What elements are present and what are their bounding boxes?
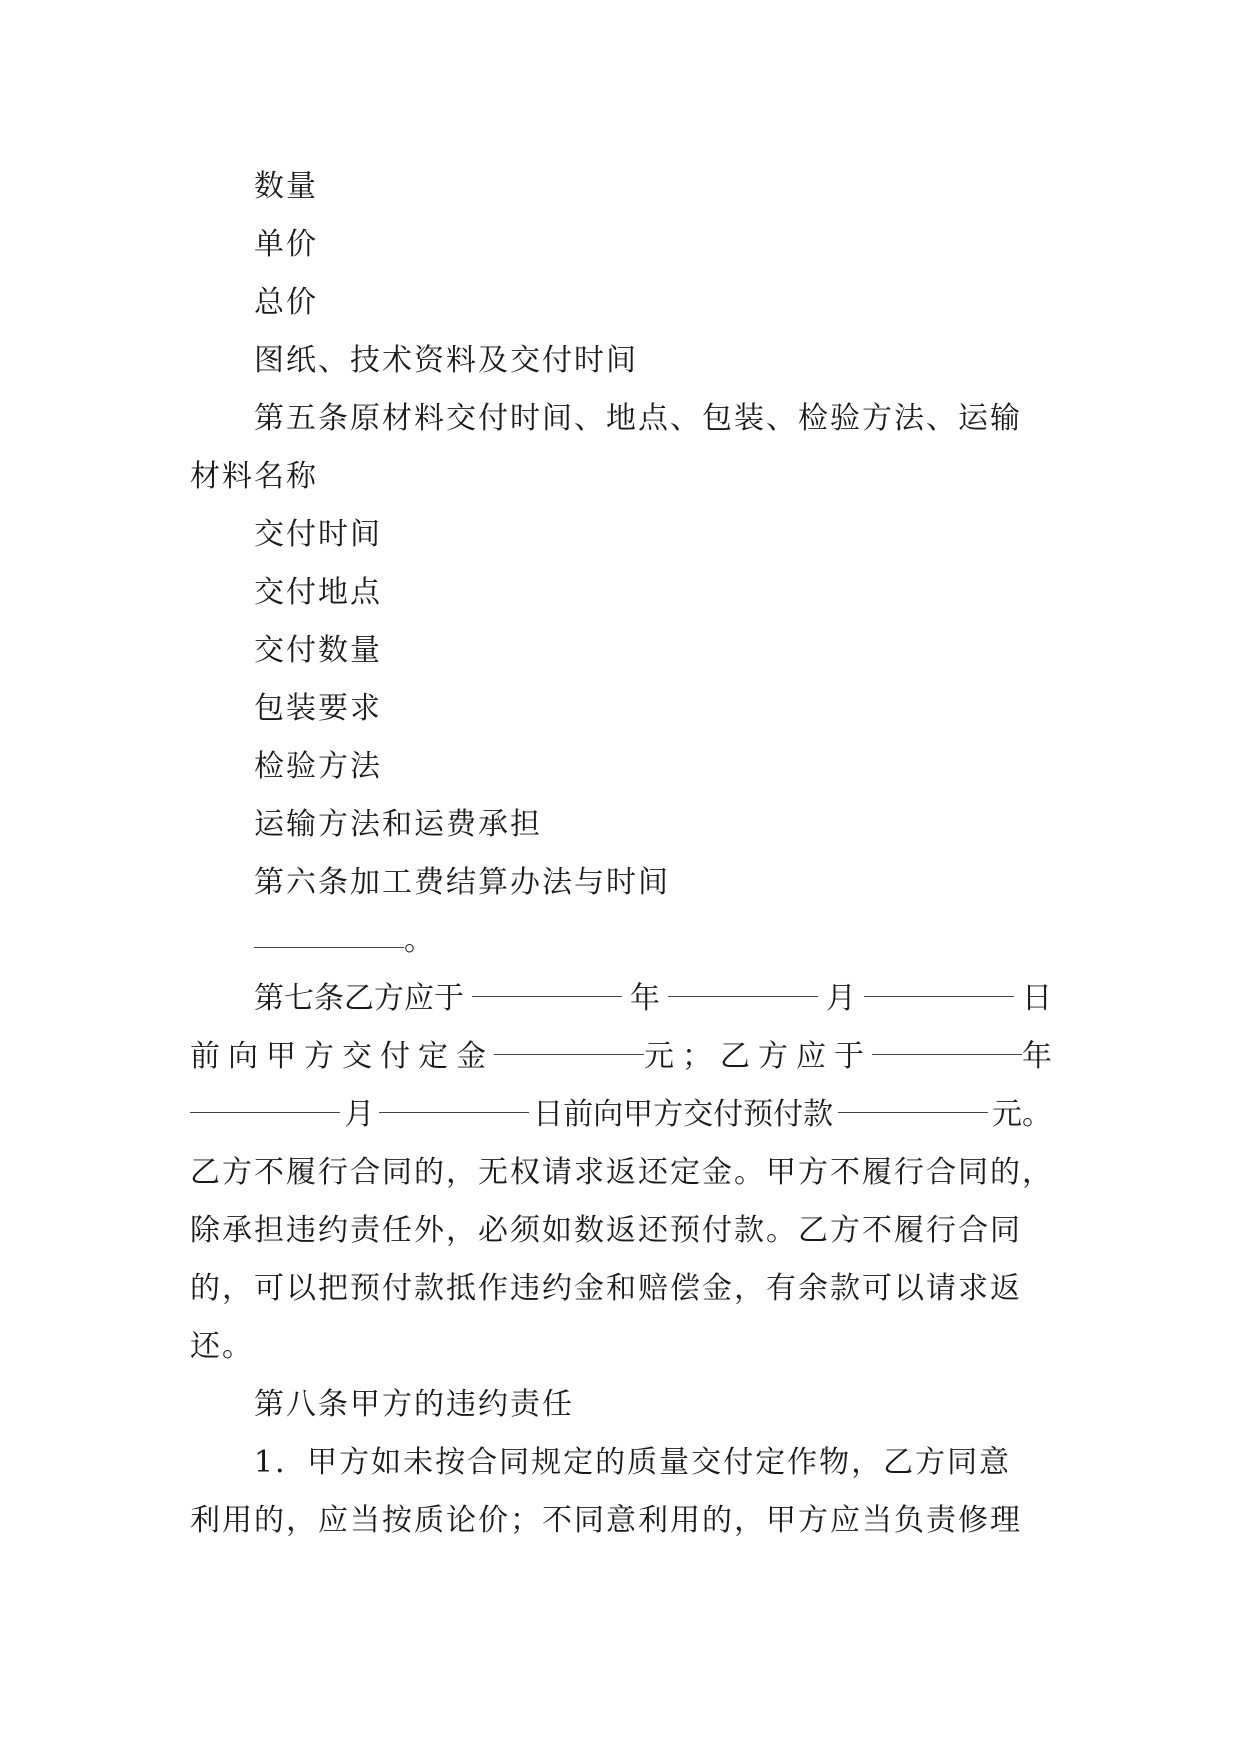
text-segment: 。 [404,923,436,958]
text-line: 第五条原材料交付时间、地点、包装、检验方法、运输 [254,401,1022,436]
text-line [190,970,1052,1028]
text-line: 乙方不履行合同的，无权请求返还定金。甲方不履行合同的， [190,1155,1054,1190]
text-line: 1．甲方如未按合同规定的质量交付定作物，乙方同意 [254,1445,1012,1480]
text-line: 数量 [254,169,318,204]
text-line [190,1086,1052,1144]
text-line: 的，可以把预付款抵作违约金和赔偿金，有余款可以请求返 [190,1271,1022,1306]
text-segment: 月 [826,981,856,1016]
text-line: 单价 [254,227,318,262]
text-segment: 年 [630,981,660,1016]
fill-in-blank [838,1084,988,1113]
text-line: 第八条甲方的违约责任 [254,1387,574,1422]
fill-in-blank [872,1026,1022,1055]
text-line [190,912,1052,970]
fill-in-blank [472,968,622,997]
fill-in-blank [379,1084,529,1113]
text-segment: 日 [1022,981,1052,1016]
text-segment: 日前向甲方交付预付款 [533,1097,834,1132]
text-line: 包装要求 [254,691,382,726]
text-line: 还。 [190,1329,254,1364]
text-line: 利用的，应当按质论价；不同意利用的，甲方应当负责修理 [190,1503,1022,1538]
text-line: 交付地点 [254,575,382,610]
text-segment: 年 [1022,1039,1052,1074]
text-line: 除承担违约责任外，必须如数返还预付款。乙方不履行合同 [190,1213,1022,1248]
fill-in-blank [254,919,404,948]
text-segment: 元。 [991,1097,1052,1132]
text-segment: 元；乙方应于 [644,1039,872,1074]
text-line: 交付时间 [254,517,382,552]
text-line: 图纸、技术资料及交付时间 [254,343,638,378]
text-line [190,1028,1052,1086]
text-line: 总价 [254,285,318,320]
text-segment: 第七条乙方应于 [254,981,464,1016]
fill-in-blank [864,968,1014,997]
document-body [190,158,1052,1550]
text-segment: 前向甲方交付定金 [190,1039,494,1074]
text-line: 材料名称 [190,459,318,494]
fill-in-blank [494,1026,644,1055]
text-line: 运输方法和运费承担 [254,807,542,842]
text-line: 交付数量 [254,633,382,668]
text-segment: 月 [344,1097,375,1132]
fill-in-blank [668,968,818,997]
text-line: 检验方法 [254,749,382,784]
fill-in-blank [190,1084,340,1113]
text-line: 第六条加工费结算办法与时间 [254,865,670,900]
